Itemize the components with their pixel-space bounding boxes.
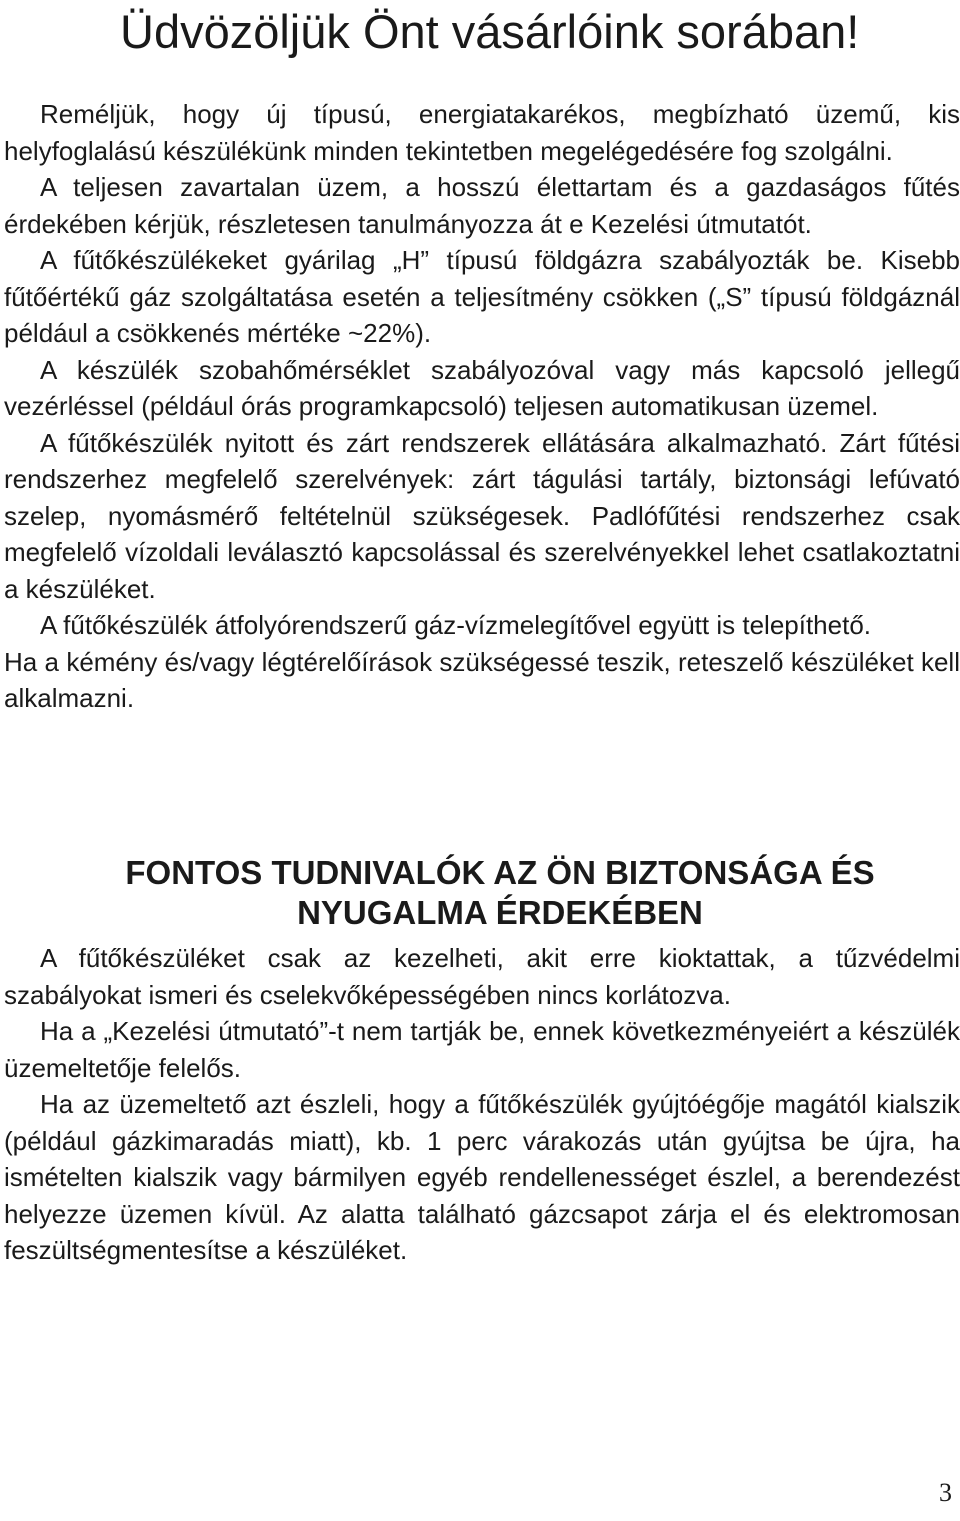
safety-section	[4, 940, 960, 1269]
safety-paragraph-operator: A fűtőkészüléket csak az kezelheti, akit erre kioktattak, a tűzvédelmi szabályokat ismeri és cselekvőképességében nincs korlátozva.	[4, 943, 960, 1010]
intro-paragraph-welcome: Reméljük, hogy új típusú, energiatakarékos, megbízható üzemű, kis helyfoglalású készülékünk minden tekintetben megelégedésére fog szolgálni.	[4, 99, 960, 166]
page-title: Üdvözöljük Önt vásárlóink sorában!	[120, 5, 860, 58]
safety-paragraph-responsibility: Ha a „Kezelési útmutató”-t nem tartják be, ennek következményeiért a készülék üzemeltetője felelős.	[4, 1016, 960, 1083]
safety-paragraph-pilot-flame: Ha az üzemeltető azt észleli, hogy a fűtőkészülék gyújtóégője magától kialszik (például gázkimaradás miatt), kb. 1 perc várakozás után gyújtsa be újra, ha ismételten kialszik vagy bármilyen egyéb rendellenességet észlel, a berendezést helyezze üzemen kívül. Az alatta található gázcsapot zárja el és elektromosan feszültségmentesítse a készüléket.	[4, 1089, 960, 1265]
intro-section	[4, 96, 960, 717]
intro-paragraph-systems: A fűtőkészülék nyitott és zárt rendszerek ellátására alkalmazható. Zárt fűtési rendszerhez megfelelő szerelvények: zárt tágulási tartály, biztonsági lefúvató szelep, nyomásmérő feltételnül szükségesek. Padlófűtési rendszerhez csak megfelelő vízoldali leválasztó kapcsolással és szerelvényekkel lehet csatlakoztatni a készüléket.	[4, 427, 960, 604]
intro-paragraph-chimney: Ha a kémény és/vagy légtérelőírások szükségessé teszik, reteszelő készüléket kell alkalmazni.	[4, 646, 960, 713]
intro-paragraph-gas-type: A fűtőkészülékeket gyárilag „H” típusú földgázra szabályozták be. Kisebb fűtőértékű gáz szolgáltatása esetén a teljesítmény csökken („S” típusú földgáznál például a csökkenés mértéke ~22%).	[4, 245, 960, 348]
safety-heading	[0, 853, 960, 933]
page-number: 3	[939, 1478, 952, 1507]
safety-heading-line-1: FONTOS TUDNIVALÓK AZ ÖN BIZTONSÁGA ÉS	[125, 854, 875, 891]
intro-paragraph-manual: A teljesen zavartalan üzem, a hosszú élettartam és a gazdaságos fűtés érdekében kérjük, részletesen tanulmányozza át e Kezelési útmutatót.	[4, 172, 960, 239]
intro-paragraph-control: A készülék szobahőmérséklet szabályozóval vagy más kapcsoló jellegű vezérléssel (például órás programkapcsoló) teljesen automatikusan üzemel.	[4, 354, 960, 421]
safety-heading-line-2: NYUGALMA ÉRDEKÉBEN	[297, 894, 703, 931]
intro-paragraph-water-heater: A fűtőkészülék átfolyórendszerű gáz-vízmelegítővel együtt is telepíthető.	[40, 610, 872, 640]
